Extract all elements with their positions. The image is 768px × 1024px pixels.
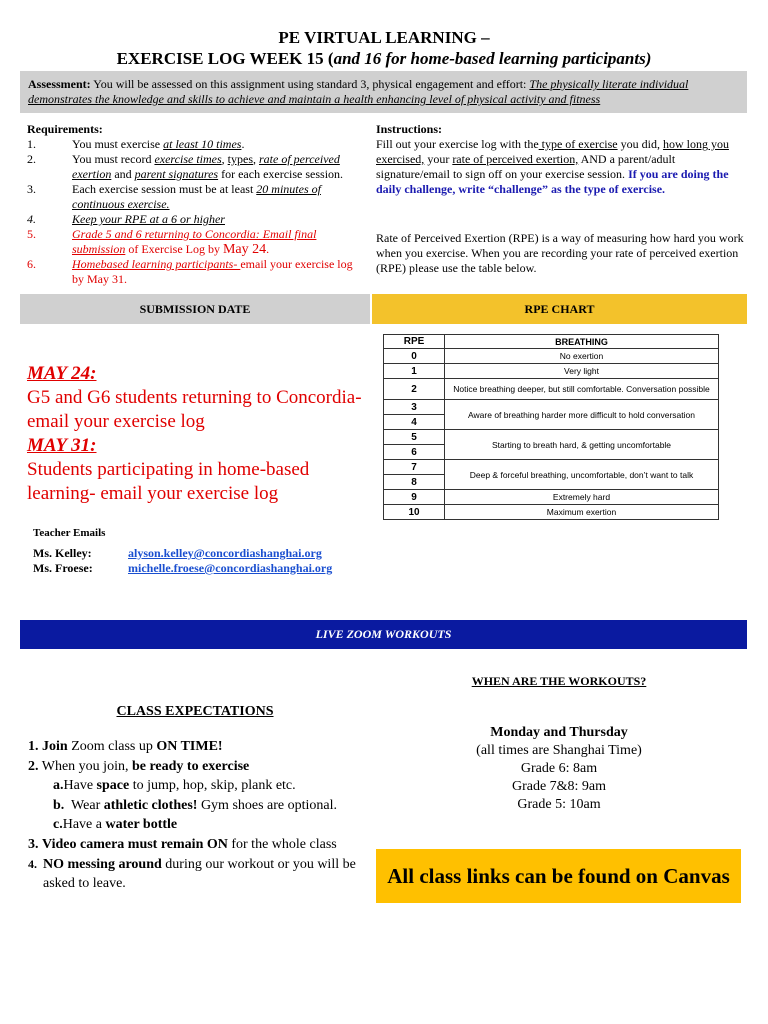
table-row: 4	[384, 415, 719, 430]
when-heading: WHEN ARE THE WORKOUTS?	[471, 674, 647, 688]
may24-text: G5 and G6 students returning to Concordia- email your exercise log	[27, 387, 362, 432]
may24-heading: MAY 24:	[27, 363, 97, 384]
instructions-text: Fill out your exercise log with the type of exercise you did, how long you exercised, your rate of perceived exertion, AND a parent/adult signature/email to sign off on your exercise session. If you are doing the daily challenge, write “challenge” as the type of exercise.	[376, 137, 729, 196]
rpe-col-header: RPE	[384, 335, 445, 349]
grade6-time: Grade 6: 8am	[520, 761, 598, 776]
live-zoom-bar: LIVE ZOOM WORKOUTS	[20, 620, 747, 649]
page-title-line1: PE VIRTUAL LEARNING –	[278, 28, 490, 47]
list-item: 2. When you join, be ready to exercise	[28, 758, 250, 774]
requirement-item: 6. Homebased learning participants- email your exercise log by May 31.	[27, 257, 353, 286]
class-expectations-heading: CLASS EXPECTATIONS	[116, 704, 274, 719]
table-row: 9 Extremely hard	[384, 490, 719, 505]
requirement-item: 3. Each exercise session must be at least 20 minutes of continuous exercise.	[27, 182, 321, 211]
requirement-item: 5. Grade 5 and 6 returning to Concordia: Email final submission of Exercise Log by May 24.	[27, 227, 317, 257]
list-item: b. Wear athletic clothes! Gym shoes are optional.	[53, 797, 338, 813]
table-row: 8	[384, 475, 719, 490]
rpe-intro-text: Rate of Perceived Exertion (RPE) is a way of measuring how hard you work when you exercise. When you are recording your rate of perceived exertion (RPE) please use the table below.	[376, 231, 744, 275]
teacher-emails-heading: Teacher Emails	[33, 527, 106, 539]
rpe-chart-bar: RPE CHART	[372, 294, 747, 324]
teacher-name: Ms. Froese:	[33, 561, 93, 575]
page-title-line2: EXERCISE LOG WEEK 15 (and 16 for home-based learning participants)	[116, 49, 652, 68]
assessment-standard: The physically literate individual demonstrates the knowledge and skills to achieve and maintain a health enhancing level of physical activity and fitness	[28, 77, 689, 106]
workout-schedule	[376, 724, 742, 814]
requirement-item: 1. You must exercise at least 10 times.	[27, 137, 245, 151]
expectations-list	[28, 737, 368, 894]
requirement-item: 4. Keep your RPE at a 6 or higher	[27, 212, 225, 226]
list-item: 3. Video camera must remain ON for the whole class	[28, 836, 337, 852]
grade5-time: Grade 5: 10am	[517, 797, 601, 812]
table-row: 1 Very light	[384, 364, 719, 379]
assessment-label: Assessment:	[28, 77, 91, 91]
instructions-heading: Instructions:	[376, 122, 443, 136]
instructions-section	[376, 122, 748, 197]
grade78-time: Grade 7&8: 9am	[511, 779, 607, 794]
table-row: 5 Starting to breath hard, & getting uncomfortable	[384, 430, 719, 445]
requirement-item: 2. You must record exercise times, types, rate of perceived exertion and parent signatures for each exercise session.	[27, 152, 344, 181]
breathing-col-header: BREATHING	[445, 335, 719, 349]
rpe-table-header	[384, 335, 719, 349]
table-row: 10 Maximum exertion	[384, 505, 719, 520]
requirements-section	[27, 122, 365, 287]
deadlines	[27, 362, 367, 506]
may31-text: Students participating in home-based learning- email your exercise log	[27, 459, 310, 504]
assessment-box: Assessment: You will be assessed on this assignment using standard 3, physical engagement and effort: The physically literate individual demonstrates the knowledge and skills to achieve and maintain a health enhancing level of physical activity and fitness	[20, 71, 747, 113]
table-row: 0 No exertion	[384, 349, 719, 364]
submission-date-bar: SUBMISSION DATE	[20, 294, 370, 324]
list-item: c.Have a water bottle	[53, 817, 178, 833]
list-item: 1. Join Zoom class up ON TIME!	[28, 739, 223, 754]
requirements-heading: Requirements:	[27, 122, 103, 136]
workout-days: Monday and Thursday	[490, 725, 628, 740]
teacher-email-link[interactable]: michelle.froese@concordiashanghai.org	[128, 561, 333, 575]
table-row: 7 Deep & forceful breathing, uncomfortable, don’t want to talk	[384, 460, 719, 475]
list-item: 4. NO messing around during our workout or you will be asked to leave.	[28, 856, 356, 892]
timezone-note: (all times are Shanghai Time)	[476, 743, 642, 758]
may31-heading: MAY 31:	[27, 435, 97, 456]
list-item: a.Have space to jump, hop, skip, plank etc.	[53, 778, 296, 794]
teacher-email-link[interactable]: alyson.kelley@concordiashanghai.org	[128, 546, 322, 560]
rpe-table	[383, 334, 719, 520]
teacher-name: Ms. Kelley:	[33, 546, 92, 560]
table-row: 6	[384, 445, 719, 460]
canvas-links-box: All class links can be found on Canvas	[376, 849, 741, 903]
table-row: 3 Aware of breathing harder more difficult to hold conversation	[384, 400, 719, 415]
table-row: 2 Notice breathing deeper, but still comfortable. Conversation possible	[384, 379, 719, 400]
